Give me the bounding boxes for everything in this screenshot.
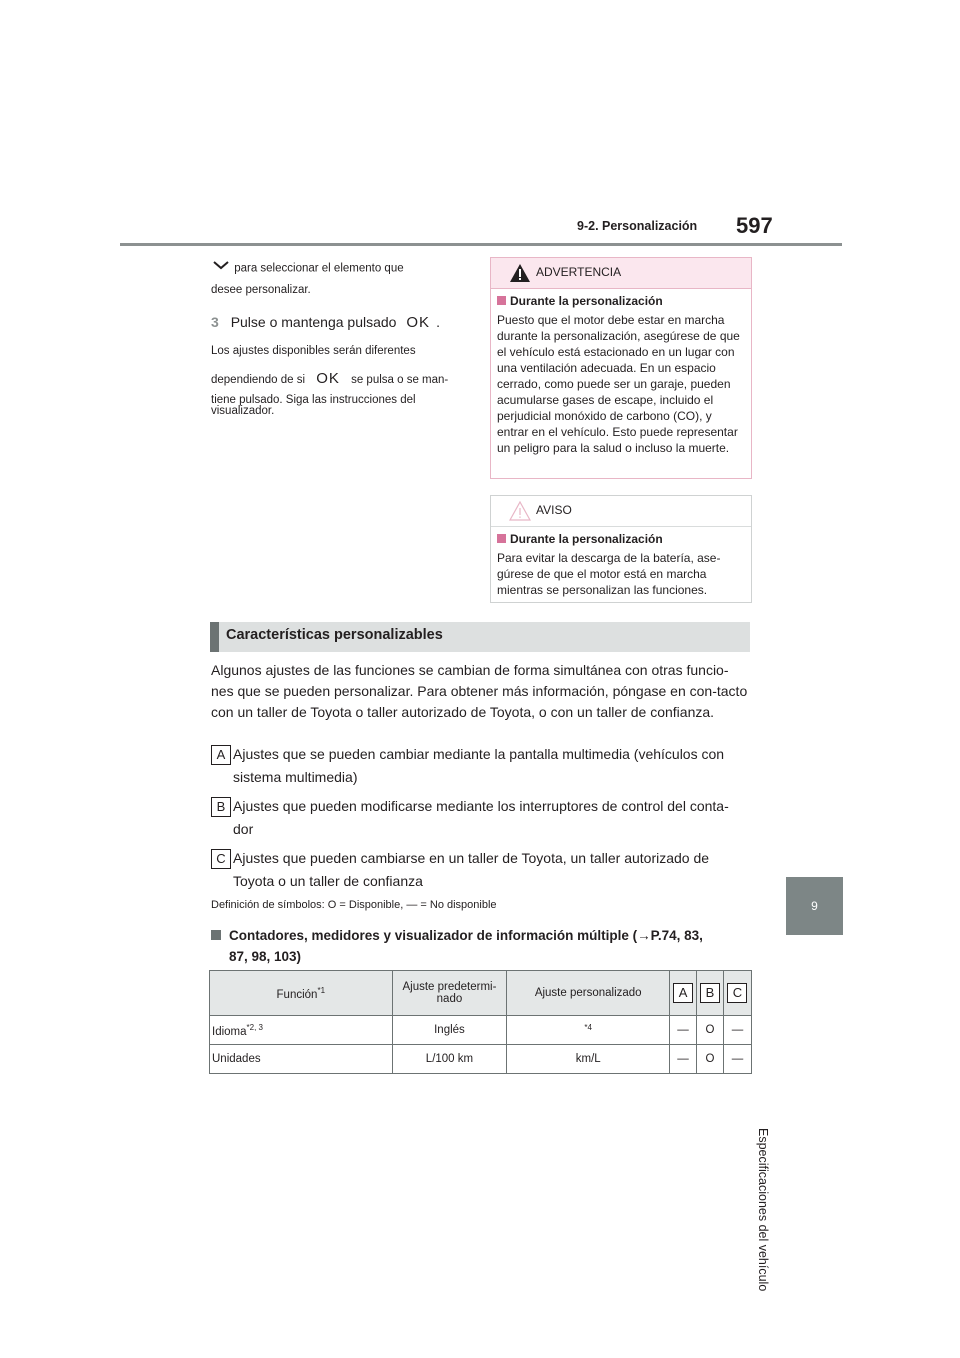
cell-a: — <box>670 1016 697 1045</box>
badge-b: B <box>211 797 231 817</box>
cell-default: L/100 km <box>392 1045 507 1074</box>
bullet-square <box>497 534 506 543</box>
warning-text: Puesto que el motor debe estar en marcha durante la personalización, asegúrese de que el vehículo está estacionado en un lugar con una ventilación adecuada. En un espacio cerrado, como puede ser un garaje, pueden acumularse gases de escape, incluido el perjudicial monóxido de carbono (CO), y entrar en el vehículo. Esto puede representar un peligro para la salud o incluso la muerte. <box>497 313 740 455</box>
legend-item-text: Ajustes que pueden cambiarse en un taller de Toyota, un taller autorizado de <box>233 850 710 866</box>
chapter-label-text: Especificaciones del vehículo <box>756 1128 770 1292</box>
notice-subtitle-text: Durante la personalización <box>510 532 663 546</box>
warning-subtitle <box>497 293 745 309</box>
legend-item-text: Toyota o un taller de confianza <box>233 873 423 889</box>
step-text: Pulse o mantenga pulsado <box>230 314 397 330</box>
cell-b: O <box>697 1016 724 1045</box>
cell-funcion: Idioma$^{*2, 3}$ <box>210 1016 393 1045</box>
cell-custom: *4 <box>507 1016 670 1045</box>
legend-item-c <box>211 847 756 893</box>
table-row <box>210 1016 752 1045</box>
notice-subtitle <box>497 531 745 547</box>
cell-a: — <box>670 1045 697 1074</box>
notice-box <box>490 495 752 603</box>
note-line-2 <box>211 368 448 391</box>
warning-subtitle-text: Durante la personalización <box>510 294 663 308</box>
header-custom: Ajuste personalizado <box>507 971 670 1016</box>
select-line <box>211 258 404 280</box>
section-banner <box>210 622 750 652</box>
chapter-tab[interactable]: 9 <box>786 877 843 935</box>
table-row <box>210 1045 752 1074</box>
legend-item-b <box>211 795 756 841</box>
warning-title: ADVERTENCIA <box>536 265 622 279</box>
cell-b: O <box>697 1045 724 1074</box>
note-line-1: Los ajustes disponibles serán diferentes <box>211 345 416 357</box>
warning-header <box>491 258 751 289</box>
notice-header <box>491 496 751 527</box>
ok-icon: OK <box>406 314 431 331</box>
bullet-square <box>211 930 221 940</box>
select-line-text: para seleccionar el elemento que <box>234 262 404 275</box>
warning-body <box>491 289 751 460</box>
warning-box <box>490 257 752 479</box>
cell-funcion: Unidades <box>210 1045 393 1074</box>
cell-c: — <box>723 1045 751 1074</box>
caution-icon <box>509 501 531 526</box>
notice-title: AVISO <box>536 503 572 517</box>
subheading-text[interactable]: Contadores, medidores y visualizador de información múltiple (→P.74, 83, <box>229 928 703 943</box>
legend-item-a <box>211 743 756 789</box>
chevron-down-icon <box>211 258 231 279</box>
legend-item-text: sistema multimedia) <box>233 769 358 785</box>
banner-accent <box>210 622 219 652</box>
intro-paragraph: Algunos ajustes de las funciones se cambian de forma simultánea con otras funcio-nes que se pueden personalizar. Para obtener más información, póngase en con-tacto con un taller de Toyota o taller autorizado de Toyota, o con un taller de confianza. <box>211 662 748 720</box>
header-rule <box>120 243 842 246</box>
select-line-2: desee personalizar. <box>211 284 311 296</box>
table-subheading <box>211 925 751 967</box>
legend-item-text: Ajustes que pueden modificarse mediante los interruptores de control del conta- <box>233 798 729 814</box>
ok-icon: OK <box>316 370 340 387</box>
badge-c: C <box>211 849 231 869</box>
settings-table <box>209 970 752 1074</box>
table-header-row <box>210 971 752 1016</box>
banner-title: Características personalizables <box>226 627 443 643</box>
header-default: Ajuste predetermi- nado <box>392 971 507 1016</box>
header-c: C <box>723 971 751 1016</box>
section-title: 9-2. Personalización <box>577 219 698 233</box>
step-3 <box>211 314 440 331</box>
header-a: A <box>670 971 697 1016</box>
step-number: 3 <box>211 314 219 330</box>
page-number: 597 <box>736 213 773 238</box>
cell-custom: km/L <box>507 1045 670 1074</box>
subheading-line-1 <box>211 925 751 946</box>
chapter-label <box>756 1128 770 1328</box>
bullet-square <box>497 296 506 305</box>
legend-item-text: Ajustes que se pueden cambiar mediante la pantalla multimedia (vehículos con <box>233 746 725 762</box>
legend-item-text: dor <box>233 821 254 837</box>
header-funcion: Función$^{*1}$ <box>210 971 393 1016</box>
symbol-definitions: Definición de símbolos: O = Disponible, — = No disponible <box>211 899 497 911</box>
notice-text: Para evitar la descarga de la batería, ase-gúrese de que el motor está en marcha mientras se personalizan las funciones. <box>497 551 721 597</box>
cell-default: Inglés <box>392 1016 507 1045</box>
header-b: B <box>697 971 724 1016</box>
subheading-line-2[interactable]: 87, 98, 103) <box>229 949 302 964</box>
note-line-2a: dependiendo de si <box>211 374 305 386</box>
badge-a: A <box>211 745 231 765</box>
note-line-3: tiene pulsado. Siga las instrucciones del <box>211 394 416 406</box>
note-line-2b: se pulsa o se man- <box>351 374 449 386</box>
notice-body <box>491 527 751 602</box>
note-line-4: visualizador. <box>211 405 275 417</box>
cell-c: — <box>723 1016 751 1045</box>
step-period: . <box>436 314 440 330</box>
warning-icon <box>509 263 531 288</box>
